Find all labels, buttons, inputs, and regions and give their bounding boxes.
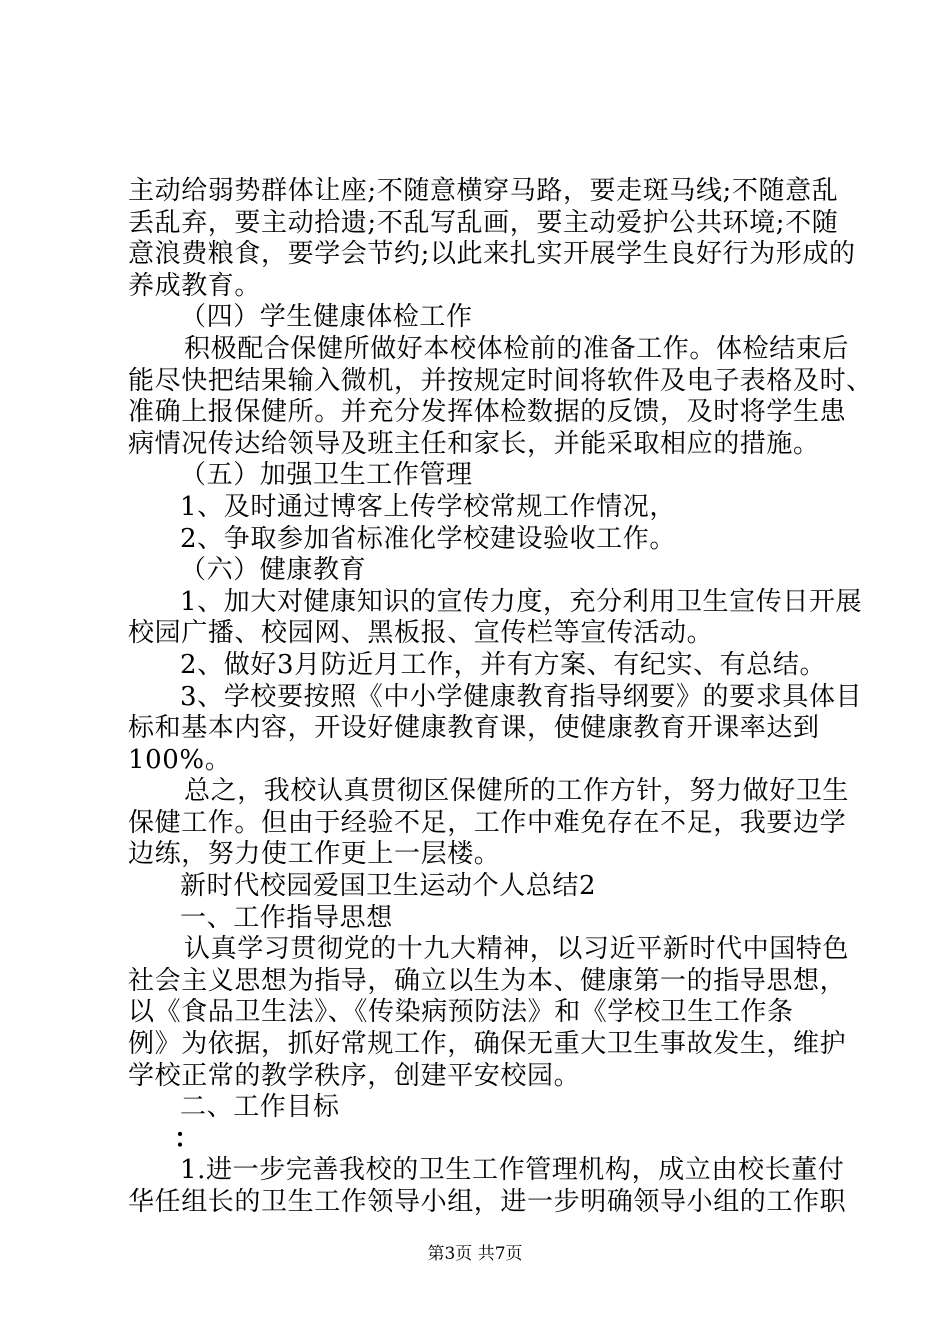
text-line: 标和基本内容，开设好健康教育课，使健康教育开课率达到 (128, 713, 820, 744)
document-subtitle: 新时代校园爱国卫生运动个人总结2 (180, 871, 597, 902)
text-line: 主动给弱势群体让座;不随意横穿马路，要走斑马线;不随意乱 (128, 176, 839, 206)
section-heading: （六）健康教育 (180, 555, 367, 586)
section-heading: 一、工作指导思想 (180, 902, 393, 933)
text-line: 100%。 (128, 744, 232, 775)
list-item: 3、学校要按照《中小学健康教育指导纲要》的要求具体目 (180, 681, 863, 712)
text-line: 边练，努力使工作更上一层楼。 (128, 839, 501, 870)
paragraph-first-line: 总之，我校认真贯彻区保健所的工作方针，努力做好卫生 (184, 776, 850, 807)
list-item: 2、争取参加省标准化学校建设验收工作。 (180, 523, 676, 554)
paragraph-first-line: 积极配合保健所做好本校体检前的准备工作。体检结束后 (184, 333, 850, 364)
text-line: 丢乱弃，要主动拾遗;不乱写乱画，要主动爱护公共环境;不随 (128, 207, 839, 238)
list-item: 2、做好3月防近月工作，并有方案、有纪实、有总结。 (180, 649, 827, 680)
text-line: 保健工作。但由于经验不足，工作中难免存在不足，我要边学 (128, 807, 847, 838)
document-body (128, 176, 873, 1219)
section-heading: （四）学生健康体检工作 (180, 302, 473, 333)
text-line: 意浪费粮食，要学会节约;以此来扎实开展学生良好行为形成的 (128, 239, 856, 270)
text-line: 例》为依据，抓好常规工作，确保无重大卫生事故发生，维护 (128, 1029, 847, 1060)
text-line: 校园广播、校园网、黑板报、宣传栏等宣传活动。 (128, 618, 714, 649)
stray-colon: ： (174, 1123, 201, 1154)
text-line: 华任组长的卫生工作领导小组，进一步明确领导小组的工作职 (128, 1187, 847, 1217)
text-line: 社会主义思想为指导，确立以生为本、健康第一的指导思想， (128, 965, 847, 996)
list-item: 1.进一步完善我校的卫生工作管理机构，成立由校长董付 (180, 1155, 845, 1186)
section-heading: 二、工作目标 (180, 1092, 340, 1123)
list-item: 1、加大对健康知识的宣传力度，充分利用卫生宣传日开展 (180, 586, 863, 617)
section-heading: （五）加强卫生工作管理 (180, 460, 473, 491)
text-line: 以《食品卫生法》、《传染病预防法》和《学校卫生工作条 (128, 997, 794, 1028)
paragraph-first-line: 认真学习贯彻党的十九大精神，以习近平新时代中国特色 (184, 934, 850, 965)
text-line: 准确上报保健所。并充分发挥体检数据的反馈，及时将学生患 (128, 397, 847, 428)
text-line: 病情况传达给领导及班主任和家长，并能采取相应的措施。 (128, 428, 820, 459)
list-item: 1、及时通过博客上传学校常规工作情况， (180, 491, 676, 522)
page-footer: 第3页 共7页 (427, 1244, 523, 1264)
text-line: 学校正常的教学秩序，创建平安校园。 (128, 1060, 581, 1091)
text-line: 能尽快把结果输入微机，并按规定时间将软件及电子表格及时、 (128, 365, 873, 396)
text-line: 养成教育。 (128, 270, 262, 301)
